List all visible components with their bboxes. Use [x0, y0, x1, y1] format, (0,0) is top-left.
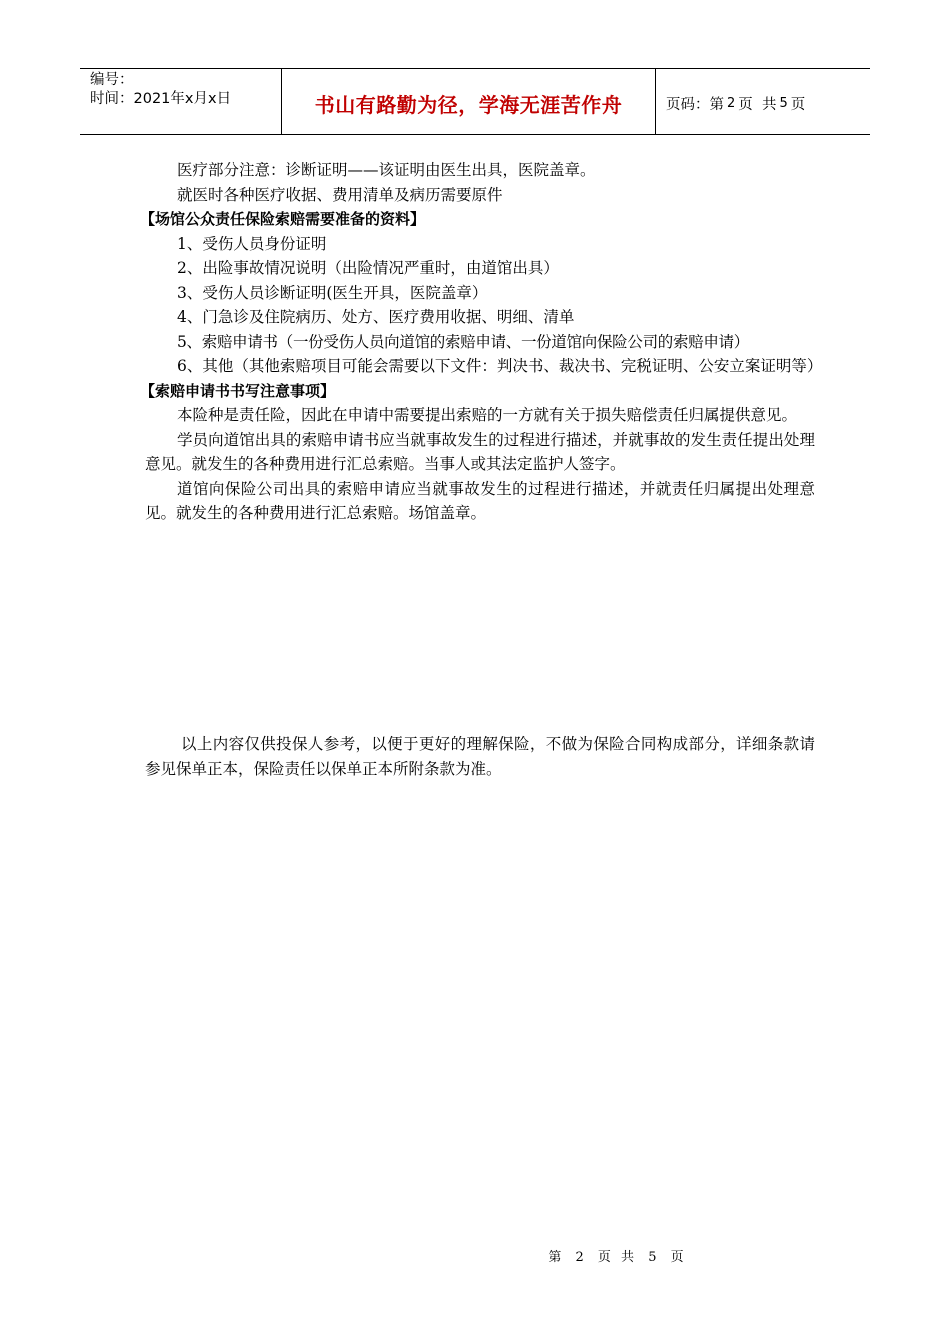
list-item: 3、受伤人员诊断证明(医生开具，医院盖章）: [177, 283, 488, 302]
disclaimer-paragraph: 以上内容仅供投保人参考，以便于更好的理解保险，不做为保险合同构成部分，详细条款请参见保单正本，保险责任以保单正本所附条款为准。: [145, 735, 815, 778]
list-item: 1、受伤人员身份证明: [177, 234, 327, 253]
document-time-label: 时间：2021年x月x日: [90, 91, 232, 107]
document-header: [80, 68, 870, 135]
header-meta-cell: [80, 69, 282, 134]
header-motto-cell: [282, 69, 656, 134]
list-item: 5、索赔申请书（一份受伤人员向道馆的索赔申请、一份道馆向保险公司的索赔申请）: [177, 332, 749, 351]
document-number-label: 编号：: [90, 72, 134, 88]
medical-note-1: 医疗部分注意：诊断证明——该证明由医生出具，医院盖章。: [177, 161, 596, 179]
footer-mid: 页 共: [597, 1250, 638, 1265]
section-title-claim-notes: 【索赔申请书书写注意事项】: [140, 381, 336, 400]
header-page-total: 5: [779, 96, 788, 111]
paragraph: 学员向道馆出具的索赔申请书应当就事故发生的过程进行描述，并就事故的发生责任提出处理意见。就发生的各种费用进行汇总索赔。当事人或其法定监护人签字。: [145, 430, 815, 473]
header-page-current: 2: [727, 96, 736, 111]
page-footer: [0, 1246, 950, 1265]
list-item: 6、其他（其他索赔项目可能会需要以下文件：判决书、裁决书、完税证明、公安立案证明等）: [177, 357, 823, 375]
footer-suffix: 页: [670, 1250, 687, 1265]
paragraph: 道馆向保险公司出具的索赔申请应当就事故发生的过程进行描述，并就责任归属提出处理意见。就发生的各种费用进行汇总索赔。场馆盖章。: [145, 479, 815, 522]
header-page-suffix: 页: [790, 97, 806, 113]
header-page-prefix: 页码：第: [666, 97, 724, 113]
list-item: 2、出险事故情况说明（出险情况严重时，由道馆出具）: [177, 259, 559, 277]
header-motto: 书山有路勤为径，学海无涯苦作舟: [314, 93, 623, 117]
medical-note-2: 就医时各种医疗收据、费用清单及病历需要原件: [177, 185, 503, 204]
document-body: [140, 158, 823, 526]
paragraph: 本险种是责任险，因此在申请中需要提出索赔的一方就有关于损失赔偿责任归属提供意见。: [177, 406, 798, 424]
section-title-required-materials: 【场馆公众责任保险索赔需要准备的资料】: [140, 210, 426, 228]
list-item: 4、门急诊及住院病历、处方、医疗费用收据、明细、清单: [177, 308, 575, 326]
footer-page-current: 2: [575, 1250, 587, 1265]
header-page-cell: [656, 69, 870, 134]
header-page-mid: 页 共: [738, 97, 777, 113]
footer-page-total: 5: [648, 1250, 660, 1265]
footer-prefix: 第: [548, 1250, 565, 1265]
